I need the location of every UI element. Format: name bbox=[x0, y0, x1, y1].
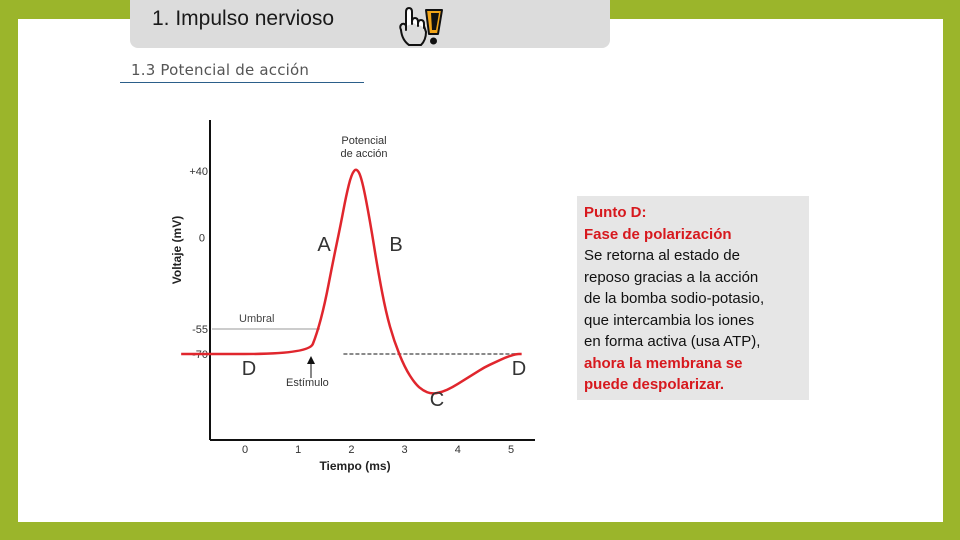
x-tick-label: 3 bbox=[401, 444, 408, 456]
peak-annotation-line: de acción bbox=[340, 148, 388, 160]
x-tick-label: 4 bbox=[454, 444, 461, 456]
stimulus-label: Estímulo bbox=[286, 377, 329, 389]
info-body-line: Se retorna al estado de bbox=[584, 247, 740, 264]
threshold-label: Umbral bbox=[239, 313, 275, 326]
y-axis-title: Voltaje (mV) bbox=[170, 215, 184, 285]
info-body-line: reposo gracias a la acción bbox=[584, 268, 759, 286]
info-body bbox=[584, 245, 797, 353]
x-tick-label: 5 bbox=[507, 444, 515, 456]
x-tick-label: 1 bbox=[295, 444, 302, 456]
subtitle-underline bbox=[120, 82, 364, 83]
action-potential-curve bbox=[181, 170, 521, 394]
info-emphasis bbox=[584, 353, 797, 396]
y-tick-label: 0 bbox=[198, 232, 205, 245]
action-potential-chart bbox=[160, 110, 560, 480]
x-tick-label: 2 bbox=[348, 444, 355, 456]
slide-title: 1. Impulso nervioso bbox=[152, 7, 335, 30]
phase-label: C bbox=[429, 389, 445, 411]
info-phase: Fase de polarización bbox=[584, 225, 732, 243]
stimulus-arrowhead bbox=[307, 356, 315, 364]
slide-subtitle: 1.3 Potencial de acción bbox=[131, 61, 310, 79]
info-heading: Punto D: bbox=[584, 204, 647, 221]
phase-label: A bbox=[317, 234, 331, 256]
phase-label: D bbox=[241, 358, 257, 380]
pointing-hand-warning-icon bbox=[396, 4, 446, 50]
info-body-line: en forma activa (usa ATP), bbox=[584, 333, 761, 350]
y-tick-label: -70 bbox=[192, 349, 208, 361]
info-body-line: de la bomba sodio-potasio, bbox=[584, 290, 765, 307]
info-emphasis-line: puede despolarizar. bbox=[584, 376, 725, 393]
info-box bbox=[577, 196, 809, 400]
info-emphasis-line: ahora la membrana se bbox=[584, 354, 743, 372]
y-tick-label: -55 bbox=[192, 324, 208, 337]
phase-label: D bbox=[511, 358, 527, 380]
phase-label: B bbox=[389, 234, 403, 256]
peak-annotation-line: Potencial bbox=[341, 135, 387, 147]
info-body-line: que intercambia los iones bbox=[584, 311, 755, 329]
x-tick-label: 0 bbox=[241, 444, 249, 456]
y-tick-label: +40 bbox=[189, 166, 208, 178]
x-axis-title: Tiempo (ms) bbox=[319, 459, 391, 473]
